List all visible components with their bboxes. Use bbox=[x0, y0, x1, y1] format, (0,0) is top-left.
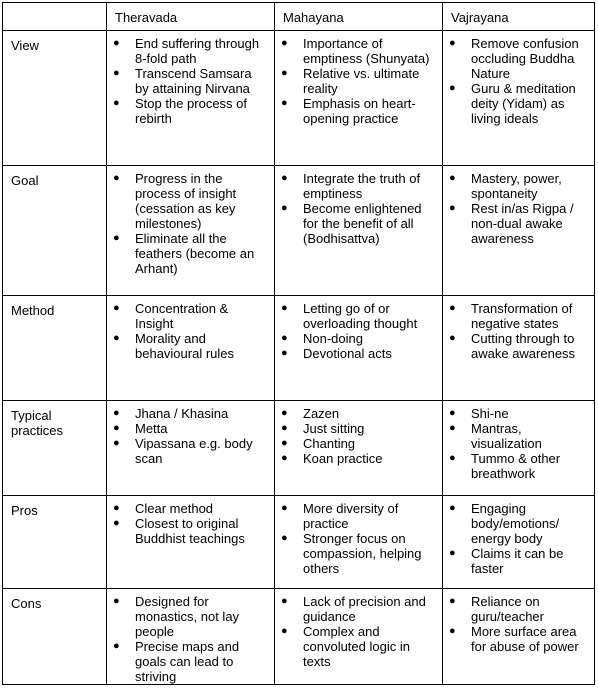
bullet-list bbox=[443, 496, 594, 576]
header-label-mahayana: Mahayana bbox=[283, 10, 344, 25]
table-row bbox=[3, 496, 595, 589]
bullet-text: ● Emphasis on heart-opening practice bbox=[303, 96, 416, 126]
bullet-item bbox=[275, 594, 436, 624]
bullet-item bbox=[443, 451, 588, 481]
cell-theravada bbox=[107, 496, 275, 589]
bullet-text: ● Mantras, visualization bbox=[471, 421, 542, 451]
comparison-table bbox=[2, 2, 595, 685]
bullet-item bbox=[443, 624, 588, 654]
bullet-text: ● Relative vs. ultimate reality bbox=[303, 66, 420, 96]
bullet-text: ● Progress in the process of insight (cessation as key milestones) bbox=[135, 171, 237, 231]
row-header-cell bbox=[3, 401, 107, 496]
bullet-item bbox=[443, 594, 588, 624]
bullet-text: ● Remove confusion occluding Buddha Nature bbox=[471, 36, 579, 81]
bullet-item bbox=[107, 36, 268, 66]
bullet-item bbox=[443, 81, 588, 126]
row-header-cell bbox=[3, 296, 107, 401]
cell-vajrayana bbox=[443, 496, 595, 589]
header-cell-vajrayana bbox=[443, 3, 595, 31]
bullet-item bbox=[107, 231, 268, 276]
table-row bbox=[3, 401, 595, 496]
bullet-text: ● Rest in/as Rigpa / non-dual awake awareness bbox=[471, 201, 574, 246]
bullet-item bbox=[443, 36, 588, 81]
cell-vajrayana bbox=[443, 31, 595, 166]
bullet-text: ● Eliminate all the feathers (become an Arhant) bbox=[135, 231, 255, 276]
bullet-text: ● Metta bbox=[135, 421, 168, 436]
cell-mahayana bbox=[275, 296, 443, 401]
bullet-item bbox=[443, 301, 588, 331]
bullet-text: ● Vipassana e.g. body scan bbox=[135, 436, 253, 466]
table-body bbox=[3, 31, 595, 685]
table-row bbox=[3, 296, 595, 401]
bullet-list bbox=[443, 401, 594, 481]
bullet-list bbox=[275, 31, 442, 126]
bullet-text: ● Shi-ne bbox=[471, 406, 509, 421]
header-label-vajrayana: Vajrayana bbox=[451, 10, 509, 25]
header-row bbox=[3, 3, 595, 31]
bullet-item bbox=[107, 639, 268, 684]
bullet-item bbox=[275, 624, 436, 669]
bullet-item bbox=[275, 421, 436, 436]
cell-theravada bbox=[107, 166, 275, 296]
bullet-text: ● Claims it can be faster bbox=[471, 546, 564, 576]
cell-vajrayana bbox=[443, 589, 595, 685]
row-header-cell bbox=[3, 166, 107, 296]
bullet-text: ● Precise maps and goals can lead to striving bbox=[135, 639, 240, 684]
bullet-item bbox=[275, 406, 436, 421]
bullet-text: ● Engaging body/emotions/ energy body bbox=[471, 501, 560, 546]
bullet-text: ● Stop the process of rebirth bbox=[135, 96, 248, 126]
cell-vajrayana bbox=[443, 296, 595, 401]
bullet-list bbox=[275, 589, 442, 669]
bullet-item bbox=[443, 171, 588, 201]
bullet-item bbox=[275, 201, 436, 246]
bullet-text: ● Clear method bbox=[135, 501, 214, 516]
bullet-item bbox=[107, 516, 268, 546]
cell-theravada bbox=[107, 296, 275, 401]
bullet-list bbox=[443, 166, 594, 246]
bullet-item bbox=[275, 501, 436, 531]
bullet-text: ● Tummo & other breathwork bbox=[471, 451, 561, 481]
bullet-text: ● Non-doing bbox=[303, 331, 363, 346]
bullet-list bbox=[275, 401, 442, 466]
bullet-text: ● Stronger focus on compassion, helping others bbox=[303, 531, 422, 576]
bullet-item bbox=[275, 531, 436, 576]
bullet-text: ● Become enlightened for the benefit of all (Bodhisattva) bbox=[303, 201, 422, 246]
table-row bbox=[3, 31, 595, 166]
bullet-item bbox=[107, 66, 268, 96]
bullet-item bbox=[275, 451, 436, 466]
row-header-cell bbox=[3, 31, 107, 166]
row-header-cell bbox=[3, 589, 107, 685]
cell-vajrayana bbox=[443, 401, 595, 496]
header-label bbox=[3, 3, 106, 10]
bullet-text: ● Closest to original Buddhist teachings bbox=[135, 516, 245, 546]
row-label: Typical practices bbox=[11, 408, 64, 438]
cell-theravada bbox=[107, 401, 275, 496]
bullet-item bbox=[107, 501, 268, 516]
cell-vajrayana bbox=[443, 166, 595, 296]
bullet-item bbox=[107, 96, 268, 126]
bullet-list bbox=[107, 166, 274, 276]
bullet-item bbox=[443, 331, 588, 361]
bullet-item bbox=[275, 96, 436, 126]
bullet-item bbox=[107, 331, 268, 361]
bullet-list bbox=[443, 296, 594, 361]
bullet-item bbox=[107, 594, 268, 639]
bullet-list bbox=[107, 31, 274, 126]
cell-mahayana bbox=[275, 31, 443, 166]
bullet-item bbox=[443, 406, 588, 421]
bullet-item bbox=[275, 36, 436, 66]
bullet-text: ● Jhana / Khasina bbox=[135, 406, 229, 421]
header-cell-corner bbox=[3, 3, 107, 31]
bullet-list bbox=[107, 401, 274, 466]
row-label: Cons bbox=[11, 596, 42, 611]
bullet-list bbox=[275, 496, 442, 576]
bullet-list bbox=[275, 166, 442, 246]
bullet-list bbox=[107, 589, 274, 684]
cell-mahayana bbox=[275, 496, 443, 589]
bullet-item bbox=[443, 501, 588, 546]
bullet-item bbox=[107, 436, 268, 466]
header-cell-mahayana bbox=[275, 3, 443, 31]
bullet-text: ● Koan practice bbox=[303, 451, 383, 466]
row-label: Method bbox=[11, 303, 55, 318]
table-row bbox=[3, 166, 595, 296]
bullet-text: ● Mastery, power, spontaneity bbox=[471, 171, 562, 201]
bullet-text: ● Chanting bbox=[303, 436, 356, 451]
bullet-list bbox=[275, 296, 442, 361]
bullet-list bbox=[107, 296, 274, 361]
cell-mahayana bbox=[275, 166, 443, 296]
bullet-text: ● Integrate the truth of emptiness bbox=[303, 171, 421, 201]
bullet-text: ● Morality and behavioural rules bbox=[135, 331, 235, 361]
row-label: Goal bbox=[11, 173, 39, 188]
row-header-cell bbox=[3, 496, 107, 589]
bullet-list bbox=[443, 589, 594, 654]
row-label: View bbox=[11, 38, 39, 53]
header-label-theravada: Theravada bbox=[115, 10, 178, 25]
cell-mahayana bbox=[275, 401, 443, 496]
bullet-item bbox=[275, 171, 436, 201]
bullet-text: ● Transformation of negative states bbox=[471, 301, 573, 331]
bullet-item bbox=[275, 331, 436, 346]
bullet-item bbox=[107, 421, 268, 436]
bullet-text: ● Concentration & Insight bbox=[135, 301, 229, 331]
cell-mahayana bbox=[275, 589, 443, 685]
bullet-item bbox=[107, 406, 268, 421]
cell-theravada bbox=[107, 589, 275, 685]
row-label: Pros bbox=[11, 503, 38, 518]
bullet-text: ● Guru & meditation deity (Yidam) as living ideals bbox=[471, 81, 576, 126]
bullet-item bbox=[107, 301, 268, 331]
bullet-text: ● Just sitting bbox=[303, 421, 365, 436]
bullet-item bbox=[275, 66, 436, 96]
bullet-text: ● Devotional acts bbox=[303, 346, 392, 361]
bullet-text: ● Designed for monastics, not lay people bbox=[135, 594, 240, 639]
bullet-text: ● Reliance on guru/teacher bbox=[471, 594, 544, 624]
bullet-list bbox=[107, 496, 274, 546]
table-row bbox=[3, 589, 595, 685]
bullet-item bbox=[107, 171, 268, 231]
bullet-text: ● Complex and convoluted logic in texts bbox=[303, 624, 410, 669]
bullet-item bbox=[275, 346, 436, 361]
cell-theravada bbox=[107, 31, 275, 166]
bullet-item bbox=[443, 421, 588, 451]
bullet-text: ● Lack of precision and guidance bbox=[303, 594, 426, 624]
bullet-text: ● Transcend Samsara by attaining Nirvana bbox=[135, 66, 252, 96]
bullet-text: ● Importance of emptiness (Shunyata) bbox=[303, 36, 430, 66]
bullet-text: ● More surface area for abuse of power bbox=[471, 624, 579, 654]
header-cell-theravada bbox=[107, 3, 275, 31]
bullet-text: ● End suffering through 8-fold path bbox=[135, 36, 260, 66]
bullet-item bbox=[275, 436, 436, 451]
bullet-list bbox=[443, 31, 594, 126]
bullet-item bbox=[275, 301, 436, 331]
bullet-text: ● More diversity of practice bbox=[303, 501, 399, 531]
bullet-text: ● Zazen bbox=[303, 406, 340, 421]
bullet-text: ● Letting go of or overloading thought bbox=[303, 301, 418, 331]
bullet-item bbox=[443, 201, 588, 246]
bullet-text: ● Cutting through to awake awareness bbox=[471, 331, 576, 361]
bullet-item bbox=[443, 546, 588, 576]
